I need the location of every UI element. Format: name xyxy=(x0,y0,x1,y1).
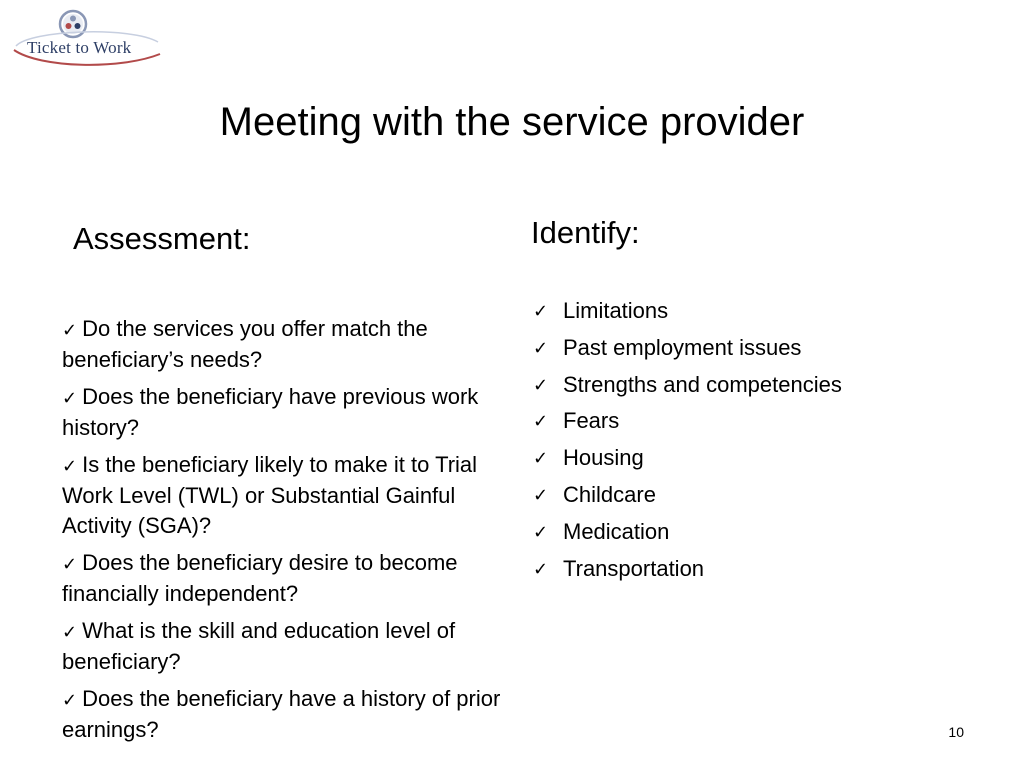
identify-heading: Identify: xyxy=(531,215,640,250)
identify-item-text: Strengths and competencies xyxy=(563,371,842,397)
checkmark-icon: ✓ xyxy=(533,411,549,432)
identify-item xyxy=(533,554,973,584)
checkmark-icon: ✓ xyxy=(62,388,78,408)
identify-item xyxy=(533,517,973,547)
assessment-item-text: Does the beneficiary desire to become financially independent? xyxy=(62,550,458,606)
assessment-item xyxy=(62,616,502,677)
identify-item-text: Transportation xyxy=(563,555,705,581)
logo-text: Ticket to Work xyxy=(27,38,132,57)
identify-item xyxy=(533,443,973,473)
identify-item-text: Medication xyxy=(563,518,670,544)
checkmark-icon: ✓ xyxy=(533,374,549,395)
assessment-item xyxy=(62,314,502,375)
identify-item-text: Past employment issues xyxy=(563,334,802,360)
assessment-item xyxy=(62,450,502,541)
identify-item-text: Childcare xyxy=(563,481,656,507)
assessment-list xyxy=(62,314,502,752)
identify-item xyxy=(533,296,973,326)
page-number: 10 xyxy=(948,724,964,740)
checkmark-icon: ✓ xyxy=(533,558,549,579)
identify-item-text: Limitations xyxy=(563,298,669,323)
assessment-item-text: What is the skill and education level of beneficiary? xyxy=(62,618,456,674)
identify-list xyxy=(533,296,973,590)
assessment-item-text: Is the beneficiary likely to make it to Trial Work Level (TWL) or Substantial Gainful Activity (SGA)? xyxy=(62,452,478,538)
checkmark-icon: ✓ xyxy=(62,320,78,340)
identify-item xyxy=(533,333,973,363)
checkmark-icon: ✓ xyxy=(62,554,78,574)
assessment-item xyxy=(62,382,502,443)
assessment-heading: Assessment: xyxy=(73,221,251,256)
assessment-item xyxy=(62,548,502,609)
assessment-item-text: Do the services you offer match the beneficiary’s needs? xyxy=(62,316,428,372)
assessment-item xyxy=(62,684,502,745)
checkmark-icon: ✓ xyxy=(533,484,549,505)
checkmark-icon: ✓ xyxy=(62,456,78,476)
slide-title: Meeting with the service provider xyxy=(219,100,805,144)
ticket-to-work-logo xyxy=(10,8,162,68)
checkmark-icon: ✓ xyxy=(533,301,549,321)
assessment-item-text: Does the beneficiary have a history of prior earnings? xyxy=(62,686,501,742)
checkmark-icon: ✓ xyxy=(533,448,549,469)
assessment-item-text: Does the beneficiary have previous work history? xyxy=(62,384,479,440)
identify-item-text: Housing xyxy=(563,445,644,471)
identify-item xyxy=(533,480,973,510)
checkmark-icon: ✓ xyxy=(533,337,549,358)
checkmark-icon: ✓ xyxy=(62,622,78,642)
identify-item xyxy=(533,370,973,400)
checkmark-icon: ✓ xyxy=(533,521,549,542)
identify-item-text: Fears xyxy=(563,408,620,434)
checkmark-icon: ✓ xyxy=(62,690,78,710)
identify-item xyxy=(533,406,973,436)
